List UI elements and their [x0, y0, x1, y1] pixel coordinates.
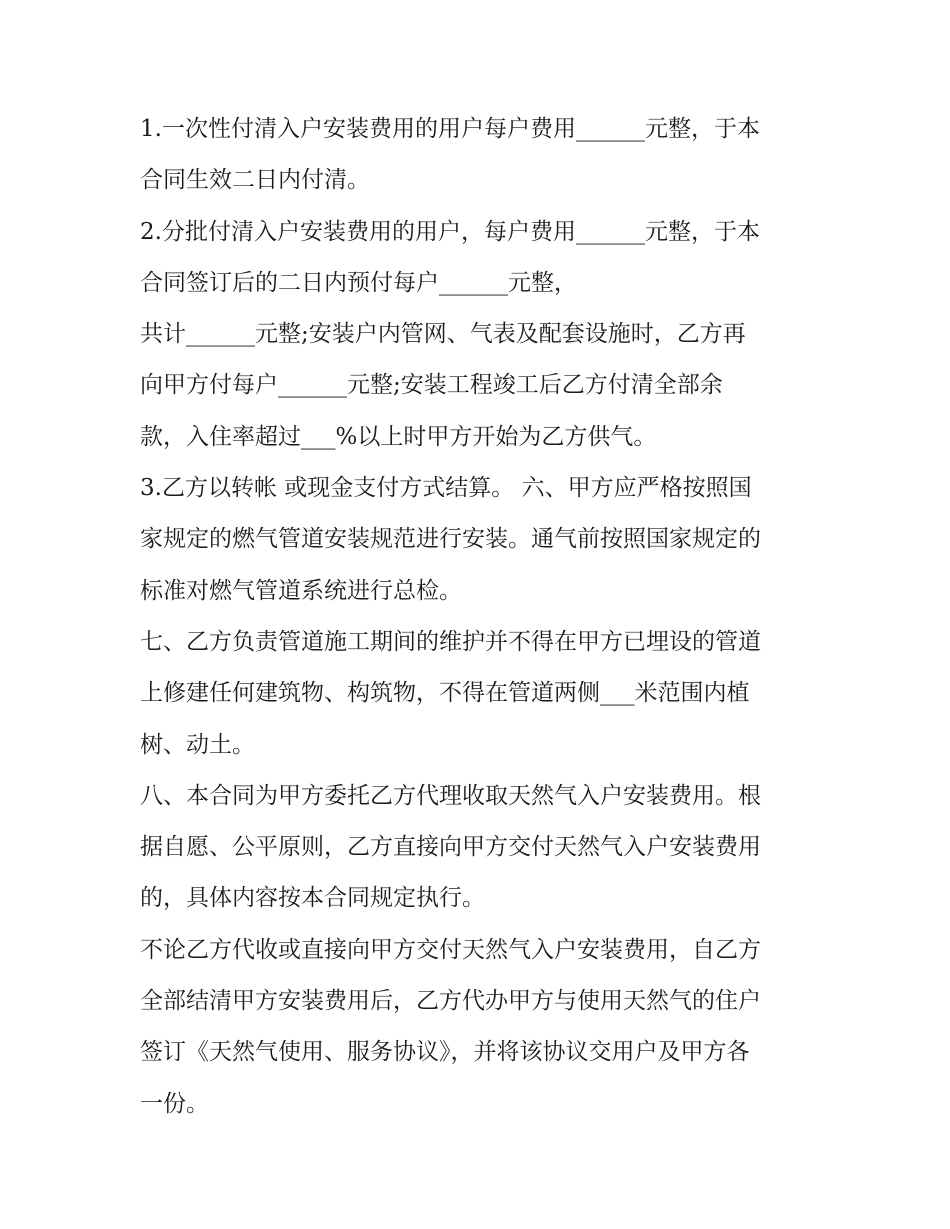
text-line: 树、动土。 — [140, 731, 255, 758]
text-line: 共计______元整;安装户内管网、气表及配套设施时，乙方再 — [140, 321, 746, 348]
text-line: 向甲方付每户______元整;安装工程竣工后乙方付清全部余 — [140, 372, 723, 399]
text-line: 上修建任何建筑物、构筑物，不得在管道两侧___米范围内植 — [140, 680, 750, 707]
text-line: 不论乙方代收或直接向甲方交付天然气入户安装费用，自乙方 — [140, 936, 761, 963]
text-line: 家规定的燃气管道安装规范进行安装。通气前按照国家规定的 — [140, 526, 761, 553]
document-body — [140, 104, 820, 1130]
text-line: 八、本合同为甲方委托乙方代理收取天然气入户安装费用。根 — [140, 782, 761, 809]
text-line: 款，入住率超过___%以上时甲方开始为乙方供气。 — [140, 423, 657, 450]
text-line: 合同生效二日内付清。 — [140, 167, 370, 194]
text-line: 1.一次性付清入户安装费用的用户每户费用______元整，于本 — [140, 116, 760, 142]
text-line: 的，具体内容按本合同规定执行。 — [140, 885, 485, 912]
text-line: 合同签订后的二日内预付每户______元整， — [140, 269, 577, 296]
text-line: 七、乙方负责管道施工期间的维护并不得在甲方已埋设的管道 — [140, 628, 761, 655]
text-line: 一份。 — [140, 1090, 209, 1117]
text-line: 标准对燃气管道系统进行总检。 — [140, 577, 462, 604]
text-line: 2.分批付清入户安装费用的用户，每户费用______元整，于本 — [140, 218, 760, 245]
text-line: 据自愿、公平原则，乙方直接向甲方交付天然气入户安装费用 — [140, 834, 761, 861]
text-line: 签订《天然气使用、服务协议》，并将该协议交用户及甲方各 — [140, 1039, 750, 1066]
text-line: 3.乙方以转帐 或现金支付方式结算。 六、甲方应严格按照国 — [140, 475, 752, 502]
text-line: 全部结清甲方安装费用后，乙方代办甲方与使用天然气的住户 — [140, 988, 761, 1015]
